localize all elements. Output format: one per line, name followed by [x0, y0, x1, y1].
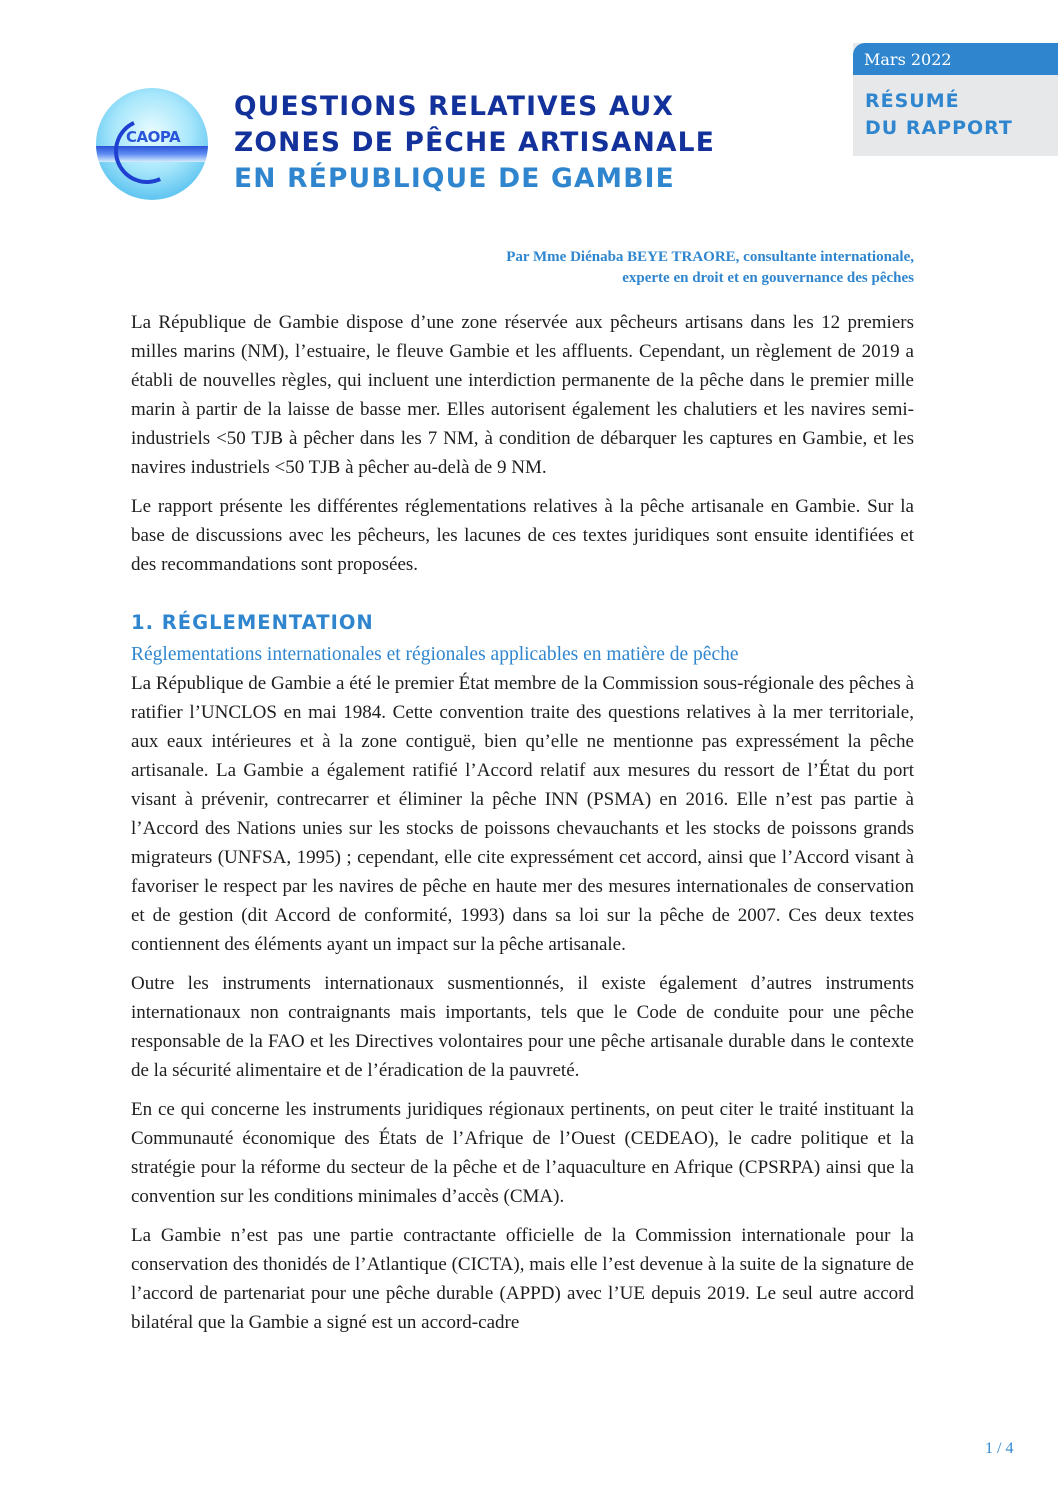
section-heading: 1. RÉGLEMENTATION — [131, 611, 374, 634]
author-line-2: experte en droit et en gouvernance des pêches — [622, 270, 914, 286]
intro-paragraph-1: La République de Gambie dispose d’une zone réservée aux pêcheurs artisans dans les 12 premiers milles marins (NM), l’estuaire, le fleuve Gambie et les affluents. Cependant, un règlement de 2019 a établi de nouvelles règles, qui incluent une interdiction permanente de la pêche dans le premier mille marin à partir de la laisse de basse mer. Elles autorisent également les chalutiers et les navires semi-industriels <50 TJB à pêcher dans les 7 NM, à condition de débarquer les captures en Gambie, et les navires industriels <50 TJB à pêcher au-delà de 9 NM. — [131, 312, 914, 478]
logo-arc-icon — [105, 109, 190, 194]
body-paragraph-1: La République de Gambie a été le premier État membre de la Commission sous-régionale des pêches à ratifier l’UNCLOS en mai 1984. Cette convention traite des questions relatives à la mer territoriale, aux eaux intérieures et à la zone contiguë, bien qu’elle ne mentionne pas expressément la pêche artisanale. La Gambie a également ratifié l’Accord relatif aux mesures du ressort de l’État du port visant à prévenir, contrecarrer et éliminer la pêche INN (PSMA) en 2016. Elle n’est pas partie à l’Accord des Nations unies sur les stocks de poissons chevauchants et les stocks de poissons grands migrateurs (UNFSA, 1995) ; cependant, elle cite expressément cet accord, ainsi que l’Accord visant à favoriser le respect par les navires de pêche en haute mer des mesures internationales de conservation et de gestion (dit Accord de conformité, 1993) dans sa loi sur la pêche de 2007. Ces deux textes contiennent des éléments ayant un impact sur la pêche artisanale. — [131, 673, 914, 955]
main-content — [131, 308, 914, 1347]
author-byline — [506, 247, 914, 289]
title-line-3: EN RÉPUBLIQUE DE GAMBIE — [234, 163, 675, 194]
body-paragraph-3: En ce qui concerne les instruments juridiques régionaux pertinents, on peut citer le traité instituant la Communauté économique des États de l’Afrique de l’Ouest (CEDEAO), le cadre politique et la stratégie pour la réforme du secteur de la pêche et de l’aquaculture en Afrique (CPSRPA) ainsi que la convention sur les conditions minimales d’accès (CMA). — [131, 1099, 914, 1207]
intro-paragraph-2: Le rapport présente les différentes réglementations relatives à la pêche artisanale en Gambie. Sur la base de discussions avec les pêcheurs, les lacunes de ces textes juridiques sont ensuite identifiées et des recommandations sont proposées. — [131, 496, 914, 575]
report-badge — [853, 43, 1058, 156]
logo-text: CAOPA — [126, 128, 181, 146]
title-line-2: ZONES DE PÊCHE ARTISANALE — [234, 127, 716, 158]
badge-label — [853, 75, 1058, 142]
title-line-1: QUESTIONS RELATIVES AUX — [234, 91, 675, 122]
badge-label-line-1: RÉSUMÉ — [865, 90, 960, 112]
document-title — [234, 89, 715, 197]
body-paragraph-2: Outre les instruments internationaux susmentionnés, il existe également d’autres instruments internationaux non contraignants mais importants, tels que le Code de conduite pour une pêche responsable de la FAO et les Directives volontaires pour une pêche artisanale durable dans le contexte de la sécurité alimentaire et de l’éradication de la pauvreté. — [131, 973, 914, 1081]
body-paragraph-4: La Gambie n’est pas une partie contractante officielle de la Commission internationale pour la conservation des thonidés de l’Atlantique (CICTA), mais elle l’est devenue à la suite de la signature de l’accord de partenariat pour une pêche durable (APPD) avec l’UE depuis 2019. Le seul autre accord bilatéral que la Gambie a signé est un accord-cadre — [131, 1225, 914, 1333]
page-number: 1 / 4 — [985, 1440, 1014, 1457]
badge-date: Mars 2022 — [853, 43, 1058, 75]
author-line-1: Par Mme Diénaba BEYE TRAORE, consultante internationale, — [506, 249, 914, 265]
caopa-logo — [96, 88, 208, 200]
section-subheading: Réglementations internationales et régionales applicables en matière de pêche — [131, 644, 739, 665]
badge-label-line-2: DU RAPPORT — [865, 117, 1013, 139]
